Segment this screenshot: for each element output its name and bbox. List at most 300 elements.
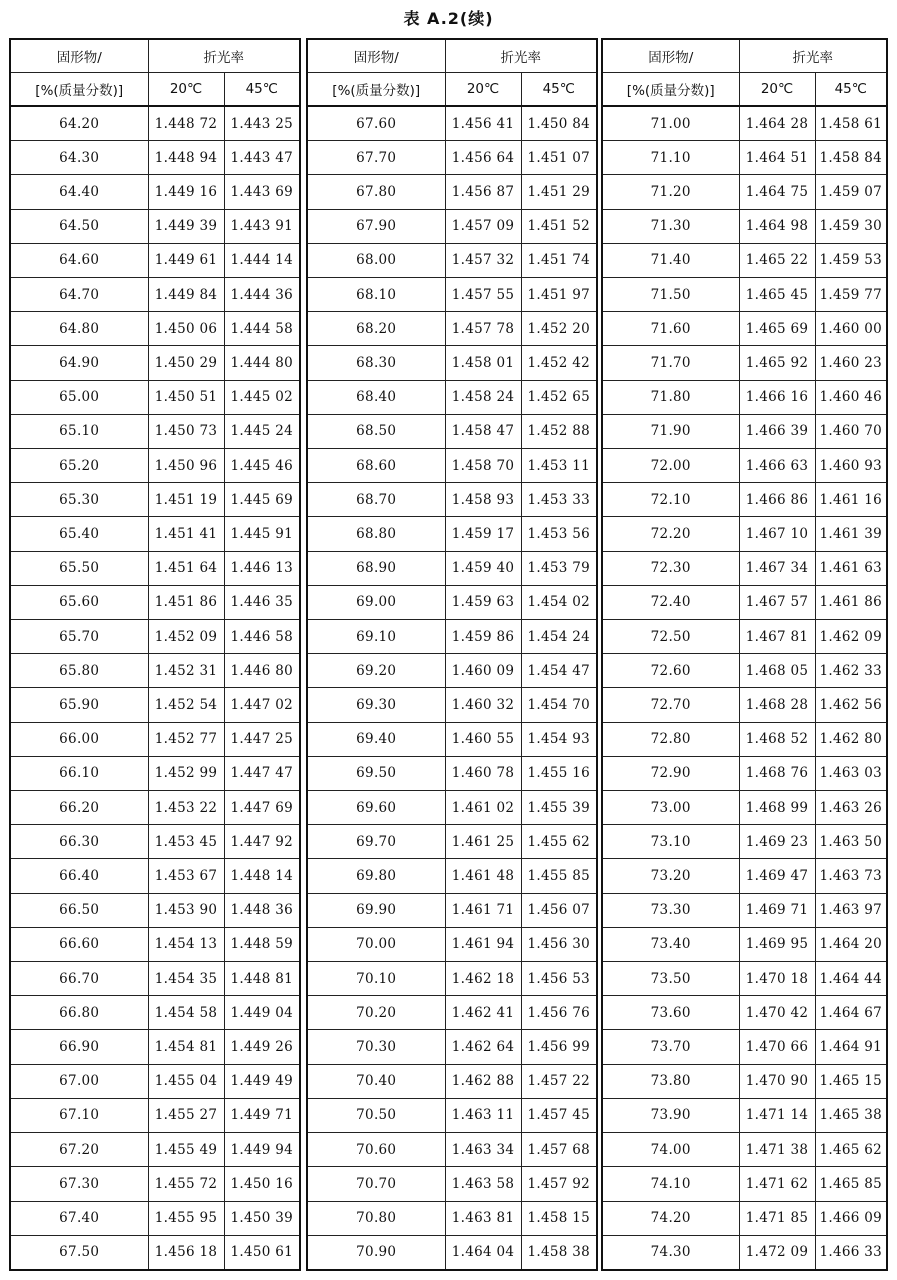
solids-value: 68.00: [307, 243, 445, 277]
table-row: [10, 654, 300, 688]
solids-value: 69.50: [307, 756, 445, 790]
refractive-index-20: 1.459 63: [445, 585, 521, 619]
refractive-index-header: 折光率: [739, 39, 887, 73]
solids-value: 71.00: [602, 106, 739, 141]
refractive-index-20: 1.449 39: [148, 209, 224, 243]
refractive-index-45: 1.445 24: [224, 414, 300, 448]
table-row: [602, 1133, 887, 1167]
solids-value: 72.20: [602, 517, 739, 551]
refractive-index-45: 1.466 09: [815, 1201, 887, 1235]
refractive-index-45: 1.461 16: [815, 483, 887, 517]
refractive-index-45: 1.454 70: [521, 688, 597, 722]
table-row: [602, 893, 887, 927]
refractive-index-20: 1.455 04: [148, 1064, 224, 1098]
refractive-index-20: 1.449 84: [148, 278, 224, 312]
table-row: [602, 1167, 887, 1201]
solids-value: 67.90: [307, 209, 445, 243]
refractive-index-20: 1.463 11: [445, 1098, 521, 1132]
refractive-index-20: 1.452 09: [148, 620, 224, 654]
refractive-index-20: 1.464 75: [739, 175, 815, 209]
refractive-index-20: 1.464 51: [739, 141, 815, 175]
refractive-index-45: 1.445 46: [224, 449, 300, 483]
table-row: [602, 243, 887, 277]
refractive-index-45: 1.450 39: [224, 1201, 300, 1235]
refractive-index-45: 1.460 00: [815, 312, 887, 346]
table-row: [307, 346, 597, 380]
refractive-index-header: 折光率: [148, 39, 300, 73]
solids-value: 72.80: [602, 722, 739, 756]
refractive-index-45: 1.443 91: [224, 209, 300, 243]
solids-value: 73.30: [602, 893, 739, 927]
table-row: [602, 1064, 887, 1098]
refractive-index-header: 折光率: [445, 39, 597, 73]
table-row: [10, 1133, 300, 1167]
table-row: [10, 209, 300, 243]
refractive-index-20: 1.465 92: [739, 346, 815, 380]
refractive-index-20: 1.455 27: [148, 1098, 224, 1132]
temp-20-header: 20℃: [445, 73, 521, 107]
solids-value: 70.50: [307, 1098, 445, 1132]
refractive-index-45: 1.447 02: [224, 688, 300, 722]
refractive-index-20: 1.449 16: [148, 175, 224, 209]
table-row: [602, 175, 887, 209]
refractive-index-20: 1.467 57: [739, 585, 815, 619]
solids-value: 73.70: [602, 1030, 739, 1064]
table-row: [10, 1235, 300, 1270]
solids-value: 72.40: [602, 585, 739, 619]
refractive-index-45: 1.462 56: [815, 688, 887, 722]
solids-value: 72.00: [602, 449, 739, 483]
table-row: [602, 756, 887, 790]
solids-value: 71.40: [602, 243, 739, 277]
refractive-index-45: 1.460 70: [815, 414, 887, 448]
refractive-index-45: 1.465 38: [815, 1098, 887, 1132]
solids-value: 73.40: [602, 927, 739, 961]
table-row: [602, 1201, 887, 1235]
refractive-index-45: 1.459 77: [815, 278, 887, 312]
solids-value: 67.80: [307, 175, 445, 209]
table-body: [602, 106, 887, 1270]
solids-value: 66.30: [10, 825, 148, 859]
table-row: [10, 962, 300, 996]
solids-value: 69.30: [307, 688, 445, 722]
solids-value: 71.30: [602, 209, 739, 243]
refractive-index-20: 1.463 34: [445, 1133, 521, 1167]
solids-value: 69.10: [307, 620, 445, 654]
refractive-index-45: 1.447 25: [224, 722, 300, 756]
refractive-index-45: 1.448 59: [224, 927, 300, 961]
refractive-index-45: 1.456 99: [521, 1030, 597, 1064]
refractive-index-45: 1.459 53: [815, 243, 887, 277]
refractive-index-45: 1.465 62: [815, 1133, 887, 1167]
refractive-index-20: 1.470 42: [739, 996, 815, 1030]
table-row: [307, 1201, 597, 1235]
refractive-index-20: 1.461 48: [445, 859, 521, 893]
refractive-index-20: 1.469 95: [739, 927, 815, 961]
refractive-index-20: 1.451 86: [148, 585, 224, 619]
refractive-index-20: 1.452 77: [148, 722, 224, 756]
table-row: [10, 859, 300, 893]
refractive-index-45: 1.464 44: [815, 962, 887, 996]
refractive-index-45: 1.445 02: [224, 380, 300, 414]
refractive-index-20: 1.458 70: [445, 449, 521, 483]
solids-value: 74.30: [602, 1235, 739, 1270]
table-row: [10, 585, 300, 619]
solids-value: 69.00: [307, 585, 445, 619]
refractive-index-45: 1.454 24: [521, 620, 597, 654]
solids-value: 66.00: [10, 722, 148, 756]
refractive-index-20: 1.451 41: [148, 517, 224, 551]
refractive-index-45: 1.461 63: [815, 551, 887, 585]
solids-value: 67.20: [10, 1133, 148, 1167]
table-row: [602, 1098, 887, 1132]
solids-value: 71.90: [602, 414, 739, 448]
table-panel-2: [306, 38, 598, 1271]
refractive-index-45: 1.445 91: [224, 517, 300, 551]
refractive-index-20: 1.453 90: [148, 893, 224, 927]
refractive-index-45: 1.464 67: [815, 996, 887, 1030]
refractive-index-20: 1.468 05: [739, 654, 815, 688]
table-row: [307, 551, 597, 585]
solids-value: 64.40: [10, 175, 148, 209]
refractive-index-45: 1.449 94: [224, 1133, 300, 1167]
table-row: [10, 483, 300, 517]
table-row: [10, 1201, 300, 1235]
table-row: [602, 483, 887, 517]
refractive-index-20: 1.455 72: [148, 1167, 224, 1201]
refractive-index-45: 1.463 97: [815, 893, 887, 927]
refractive-index-20: 1.464 98: [739, 209, 815, 243]
refractive-index-45: 1.445 69: [224, 483, 300, 517]
refractive-index-45: 1.463 26: [815, 791, 887, 825]
refractive-index-45: 1.466 33: [815, 1235, 887, 1270]
solids-value: 66.50: [10, 893, 148, 927]
refractive-index-45: 1.444 14: [224, 243, 300, 277]
refractive-index-20: 1.457 32: [445, 243, 521, 277]
solids-value: 68.60: [307, 449, 445, 483]
refractive-index-45: 1.457 45: [521, 1098, 597, 1132]
refractive-index-20: 1.465 22: [739, 243, 815, 277]
refractive-index-20: 1.459 40: [445, 551, 521, 585]
refractive-index-20: 1.460 32: [445, 688, 521, 722]
table-row: [307, 517, 597, 551]
table-row: [307, 175, 597, 209]
refractive-index-45: 1.456 53: [521, 962, 597, 996]
table-body: [307, 106, 597, 1270]
refractive-index-45: 1.458 61: [815, 106, 887, 141]
table-row: [10, 791, 300, 825]
refractive-index-20: 1.458 47: [445, 414, 521, 448]
table-row: [10, 1167, 300, 1201]
table-row: [307, 585, 597, 619]
solids-value: 73.90: [602, 1098, 739, 1132]
table-row: [602, 654, 887, 688]
table-row: [10, 825, 300, 859]
table-row: [10, 141, 300, 175]
refractive-index-45: 1.460 46: [815, 380, 887, 414]
refractive-index-20: 1.455 49: [148, 1133, 224, 1167]
refractive-index-45: 1.454 02: [521, 585, 597, 619]
table-row: [10, 620, 300, 654]
refractive-index-20: 1.458 24: [445, 380, 521, 414]
solids-value: 66.20: [10, 791, 148, 825]
solids-value: 68.50: [307, 414, 445, 448]
refractive-index-45: 1.458 38: [521, 1235, 597, 1270]
table-row: [10, 346, 300, 380]
solids-value: 69.80: [307, 859, 445, 893]
refractive-index-20: 1.452 99: [148, 756, 224, 790]
table-row: [602, 859, 887, 893]
refractive-index-20: 1.470 66: [739, 1030, 815, 1064]
refractive-index-45: 1.456 30: [521, 927, 597, 961]
refractive-index-45: 1.451 74: [521, 243, 597, 277]
refractive-index-20: 1.461 94: [445, 927, 521, 961]
table-row: [602, 962, 887, 996]
refractive-index-45: 1.455 62: [521, 825, 597, 859]
refractive-index-20: 1.464 04: [445, 1235, 521, 1270]
refractive-index-20: 1.456 87: [445, 175, 521, 209]
solids-value: 67.10: [10, 1098, 148, 1132]
table-row: [10, 1064, 300, 1098]
refractive-index-45: 1.449 26: [224, 1030, 300, 1064]
table-row: [307, 1030, 597, 1064]
refractive-index-20: 1.456 64: [445, 141, 521, 175]
table-row: [602, 688, 887, 722]
refractive-index-20: 1.468 28: [739, 688, 815, 722]
table-row: [307, 106, 597, 141]
refractive-index-45: 1.443 25: [224, 106, 300, 141]
refractive-index-20: 1.450 06: [148, 312, 224, 346]
solids-value: 70.30: [307, 1030, 445, 1064]
refractive-index-20: 1.456 18: [148, 1235, 224, 1270]
refractive-index-20: 1.453 45: [148, 825, 224, 859]
refractive-index-45: 1.457 22: [521, 1064, 597, 1098]
solids-value: 64.60: [10, 243, 148, 277]
refractive-index-45: 1.452 20: [521, 312, 597, 346]
solids-value: 71.20: [602, 175, 739, 209]
refractive-index-20: 1.450 96: [148, 449, 224, 483]
solids-value: 72.50: [602, 620, 739, 654]
table-row: [602, 517, 887, 551]
refractive-index-20: 1.462 41: [445, 996, 521, 1030]
solids-value: 71.10: [602, 141, 739, 175]
refractive-index-20: 1.468 76: [739, 756, 815, 790]
refractive-index-45: 1.456 76: [521, 996, 597, 1030]
table-row: [307, 654, 597, 688]
solids-header-line2: [%(质量分数)]: [602, 73, 739, 107]
refractive-index-45: 1.458 15: [521, 1201, 597, 1235]
table-title: 表 A.2(续): [403, 9, 494, 28]
refractive-index-45: 1.463 50: [815, 825, 887, 859]
solids-value: 72.10: [602, 483, 739, 517]
table-row: [10, 893, 300, 927]
refractive-index-45: 1.447 69: [224, 791, 300, 825]
solids-value: 73.20: [602, 859, 739, 893]
solids-value: 72.30: [602, 551, 739, 585]
table-row: [307, 893, 597, 927]
solids-value: 71.70: [602, 346, 739, 380]
table-row: [10, 517, 300, 551]
refractive-index-45: 1.444 36: [224, 278, 300, 312]
solids-value: 70.10: [307, 962, 445, 996]
table-row: [10, 243, 300, 277]
solids-header-line1: 固形物/: [10, 39, 148, 73]
refractive-index-45: 1.457 68: [521, 1133, 597, 1167]
table-panel-3: [601, 38, 888, 1271]
table-row: [602, 620, 887, 654]
solids-value: 68.90: [307, 551, 445, 585]
solids-value: 74.20: [602, 1201, 739, 1235]
refractive-index-45: 1.459 07: [815, 175, 887, 209]
solids-value: 68.10: [307, 278, 445, 312]
solids-value: 66.10: [10, 756, 148, 790]
solids-value: 64.50: [10, 209, 148, 243]
table-row: [602, 927, 887, 961]
refractive-index-45: 1.465 85: [815, 1167, 887, 1201]
refractive-index-20: 1.457 55: [445, 278, 521, 312]
solids-value: 68.80: [307, 517, 445, 551]
solids-value: 66.60: [10, 927, 148, 961]
refractive-index-45: 1.452 65: [521, 380, 597, 414]
solids-value: 67.00: [10, 1064, 148, 1098]
solids-value: 68.20: [307, 312, 445, 346]
refractive-index-45: 1.458 84: [815, 141, 887, 175]
solids-value: 72.70: [602, 688, 739, 722]
refractive-index-45: 1.447 92: [224, 825, 300, 859]
table-row: [602, 380, 887, 414]
solids-value: 73.80: [602, 1064, 739, 1098]
refractive-index-45: 1.462 09: [815, 620, 887, 654]
refractive-index-20: 1.451 64: [148, 551, 224, 585]
solids-value: 69.70: [307, 825, 445, 859]
refractive-index-20: 1.452 54: [148, 688, 224, 722]
solids-value: 71.80: [602, 380, 739, 414]
refractive-index-45: 1.453 33: [521, 483, 597, 517]
refractive-index-20: 1.454 58: [148, 996, 224, 1030]
table-row: [307, 209, 597, 243]
table-row: [602, 551, 887, 585]
temp-45-header: 45℃: [224, 73, 300, 107]
table-row: [307, 962, 597, 996]
refractive-index-45: 1.452 42: [521, 346, 597, 380]
refractive-index-20: 1.466 63: [739, 449, 815, 483]
refractive-index-20: 1.458 93: [445, 483, 521, 517]
refractive-index-45: 1.447 47: [224, 756, 300, 790]
table-row: [307, 243, 597, 277]
refractive-index-45: 1.454 47: [521, 654, 597, 688]
table-panel-1: [9, 38, 301, 1271]
table-row: [307, 996, 597, 1030]
solids-value: 74.00: [602, 1133, 739, 1167]
refractive-index-20: 1.453 67: [148, 859, 224, 893]
solids-value: 65.30: [10, 483, 148, 517]
table-row: [602, 585, 887, 619]
refractive-index-20: 1.469 23: [739, 825, 815, 859]
refractive-index-20: 1.471 14: [739, 1098, 815, 1132]
solids-value: 69.60: [307, 791, 445, 825]
table-row: [602, 278, 887, 312]
solids-value: 65.50: [10, 551, 148, 585]
refractive-index-45: 1.464 20: [815, 927, 887, 961]
table-row: [307, 1064, 597, 1098]
solids-value: 64.70: [10, 278, 148, 312]
refractive-index-45: 1.450 16: [224, 1167, 300, 1201]
table-row: [10, 106, 300, 141]
refractive-index-20: 1.470 18: [739, 962, 815, 996]
table-row: [602, 791, 887, 825]
refractive-index-20: 1.459 86: [445, 620, 521, 654]
solids-value: 70.90: [307, 1235, 445, 1270]
solids-header-line1: 固形物/: [602, 39, 739, 73]
table-row: [602, 1235, 887, 1270]
refractive-index-20: 1.459 17: [445, 517, 521, 551]
refractive-index-20: 1.448 72: [148, 106, 224, 141]
table-row: [602, 825, 887, 859]
temp-20-header: 20℃: [148, 73, 224, 107]
solids-value: 70.70: [307, 1167, 445, 1201]
solids-value: 66.40: [10, 859, 148, 893]
refractive-index-45: 1.461 86: [815, 585, 887, 619]
table-row: [307, 1235, 597, 1270]
refractive-index-20: 1.462 18: [445, 962, 521, 996]
refractive-index-20: 1.462 88: [445, 1064, 521, 1098]
solids-value: 67.50: [10, 1235, 148, 1270]
table-row: [602, 449, 887, 483]
table-row: [602, 996, 887, 1030]
refractive-index-20: 1.467 34: [739, 551, 815, 585]
refractive-index-20: 1.455 95: [148, 1201, 224, 1235]
solids-header-line1: 固形物/: [307, 39, 445, 73]
refractive-index-45: 1.451 97: [521, 278, 597, 312]
refractive-index-20: 1.467 10: [739, 517, 815, 551]
solids-value: 70.80: [307, 1201, 445, 1235]
refractive-index-20: 1.468 52: [739, 722, 815, 756]
table-row: [307, 141, 597, 175]
refractive-index-45: 1.460 93: [815, 449, 887, 483]
refractive-index-45: 1.446 58: [224, 620, 300, 654]
refractive-index-45: 1.462 33: [815, 654, 887, 688]
solids-value: 68.40: [307, 380, 445, 414]
solids-value: 70.20: [307, 996, 445, 1030]
solids-value: 68.70: [307, 483, 445, 517]
solids-value: 67.60: [307, 106, 445, 141]
refractive-index-45: 1.446 35: [224, 585, 300, 619]
table-row: [602, 209, 887, 243]
refractive-index-45: 1.452 88: [521, 414, 597, 448]
solids-value: 71.60: [602, 312, 739, 346]
solids-value: 65.10: [10, 414, 148, 448]
refractive-index-20: 1.461 02: [445, 791, 521, 825]
table-row: [307, 791, 597, 825]
refractive-index-45: 1.462 80: [815, 722, 887, 756]
table-row: [10, 722, 300, 756]
refractive-index-20: 1.454 81: [148, 1030, 224, 1064]
refractive-index-45: 1.456 07: [521, 893, 597, 927]
table-row: [10, 996, 300, 1030]
table-row: [307, 380, 597, 414]
refractive-index-20: 1.449 61: [148, 243, 224, 277]
table-row: [307, 449, 597, 483]
solids-header-line2: [%(质量分数)]: [307, 73, 445, 107]
refractive-index-20: 1.448 94: [148, 141, 224, 175]
table-row: [307, 927, 597, 961]
refractive-index-45: 1.450 61: [224, 1235, 300, 1270]
refractive-index-20: 1.464 28: [739, 106, 815, 141]
solids-value: 68.30: [307, 346, 445, 380]
refractive-index-20: 1.465 69: [739, 312, 815, 346]
refractive-index-20: 1.463 58: [445, 1167, 521, 1201]
refractive-index-20: 1.463 81: [445, 1201, 521, 1235]
